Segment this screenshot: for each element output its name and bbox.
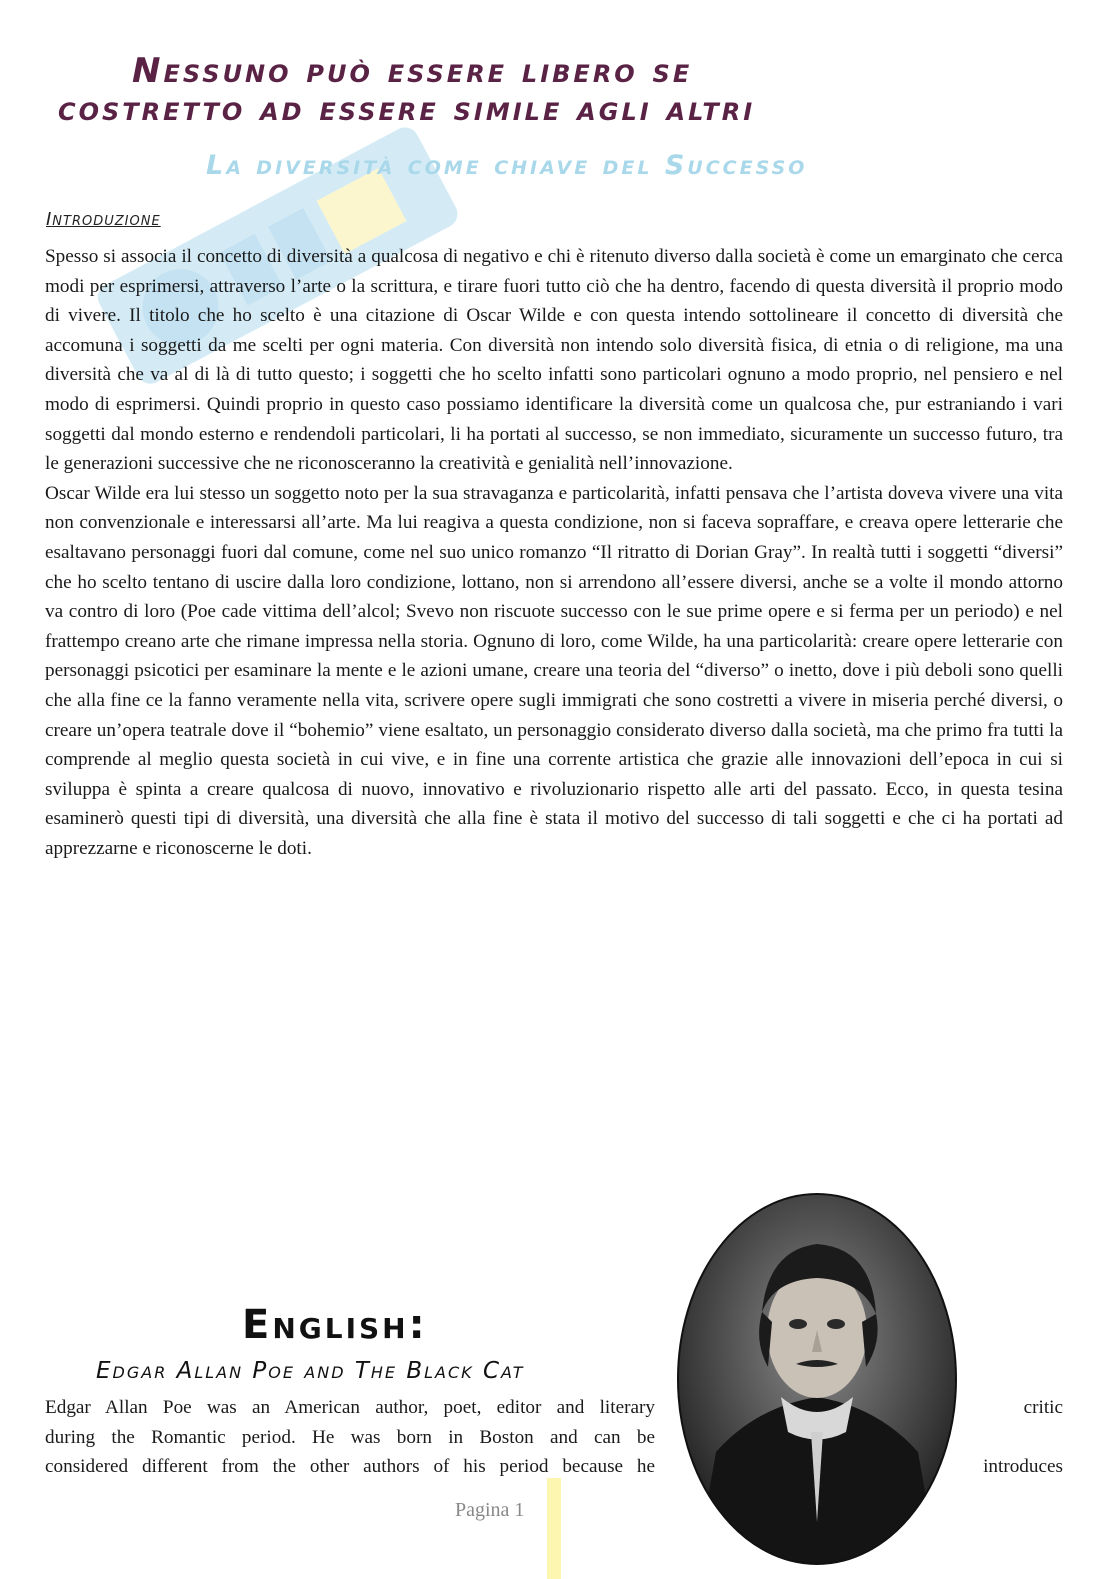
intro-body [45,242,1063,863]
page-number: Pagina 1 [455,1499,525,1521]
title-line-1: Nessuno può essere libero se [132,51,693,91]
english-line-1-right: critic [1023,1397,1063,1418]
english-line-2-left: during the Romantic period. He was born in Boston and can be [45,1426,655,1448]
intro-paragraph-1: Spesso si associa il concetto di diversità a qualcosa di negativo e chi è ritenuto diverso dalla società è come un emarginato che cerca modi per esprimersi, attraverso l’arte o la scrittura, e tirare fuori tutto ciò che ha dentro, facendo di questa diversità il proprio modo di vivere. Il titolo che ho scelto è una citazione di Oscar Wilde e con questa intendo sottolineare il concetto di diversità che accomuna i soggetti da me scelti per ogni materia. Con diversità non intendo solo diversità fisica, di etnia o di religione, ma una diversità che va al di là di tutto questo; i soggetti che ho scelto infatti sono particolari ognuno a modo proprio, nel pensiero e nel modo di esprimersi. Quindi proprio in questo caso possiamo identificare la diversità come un qualcosa che, pur estraniando i vari soggetti dal mondo esterno e rendendoli particolari, li ha portati al successo, se non immediato, sicuramente un successo futuro, tra le generazioni successive che ne riconosceranno la creatività e genialità nell’innovazione. [45,246,1063,475]
english-subheading: Edgar Allan Poe and The Black Cat [96,1358,525,1384]
english-line-1-left: Edgar Allan Poe was an American author, poet, editor and literary [45,1397,655,1418]
title-line-2: costretto ad essere simile agli altri [58,89,756,129]
document-title [50,52,950,128]
poe-portrait-image [676,1192,958,1566]
footer-highlight-bar [547,1478,561,1579]
english-line-2-right [973,1423,1063,1453]
english-line-3-left: considered different from the other authors of his period because he [45,1456,655,1478]
document-subtitle: La diversità come chiave del Successo [206,150,808,181]
english-heading: English: [242,1302,428,1348]
intro-paragraph-2: Oscar Wilde era lui stesso un soggetto noto per la sua stravaganza e particolarità, infatti pensava che l’artista doveva vivere una vita non convenzionale e interessarsi all’arte. Ma lui reagiva a questa condizione, non si faceva sopraffare, e creava opere letterarie che esaltavano personaggi fuori dal comune, come nel suo unico romanzo “Il ritratto di Dorian Gray”. In realtà tutti i soggetti “diversi” che ho scelto tentano di uscire dalla loro condizione, lottano, non si arrendono all’essere diversi, anche se a volte il mondo attorno va contro di loro (Poe cade vittima dell’alcol; Svevo non riscuote successo con le sue prime opere e si ferma per un periodo) e nel frattempo creano arte che rimane impressa nella storia. Ognuno di loro, come Wilde, ha una particolarità: creare opere letterarie con personaggi psicotici per esaminare la mente e le azioni umane, creare una teoria del “diverso” o inetto, dove i più deboli sono quelli che alla fine ce la fanno veramente nella vita, scrivere opere sugli immigrati che sono costretti a vivere in miseria perché diversi, o creare un’opera teatrale dove il “bohemio” viene esaltato, un personaggio considerato diverso dalla società, ma che primo fra tutti la comprende al meglio questa società in cui vive, e in fine una corrente artistica che grazie alle innovazioni dell’epoca in cui si sviluppa è spinta a creare qualcosa di nuovo, innovativo e rivoluzionario rispetto alle arti del passato. Ecco, in questa tesina esaminerò questi tipi di diversità, una diversità che alla fine è stata il motivo del successo di tali soggetti e che ci ha portati ad apprezzarne e riconoscerne le doti. [45,482,1063,859]
intro-heading: Introduzione [46,209,161,230]
english-line-3-right: introduces [983,1456,1063,1478]
